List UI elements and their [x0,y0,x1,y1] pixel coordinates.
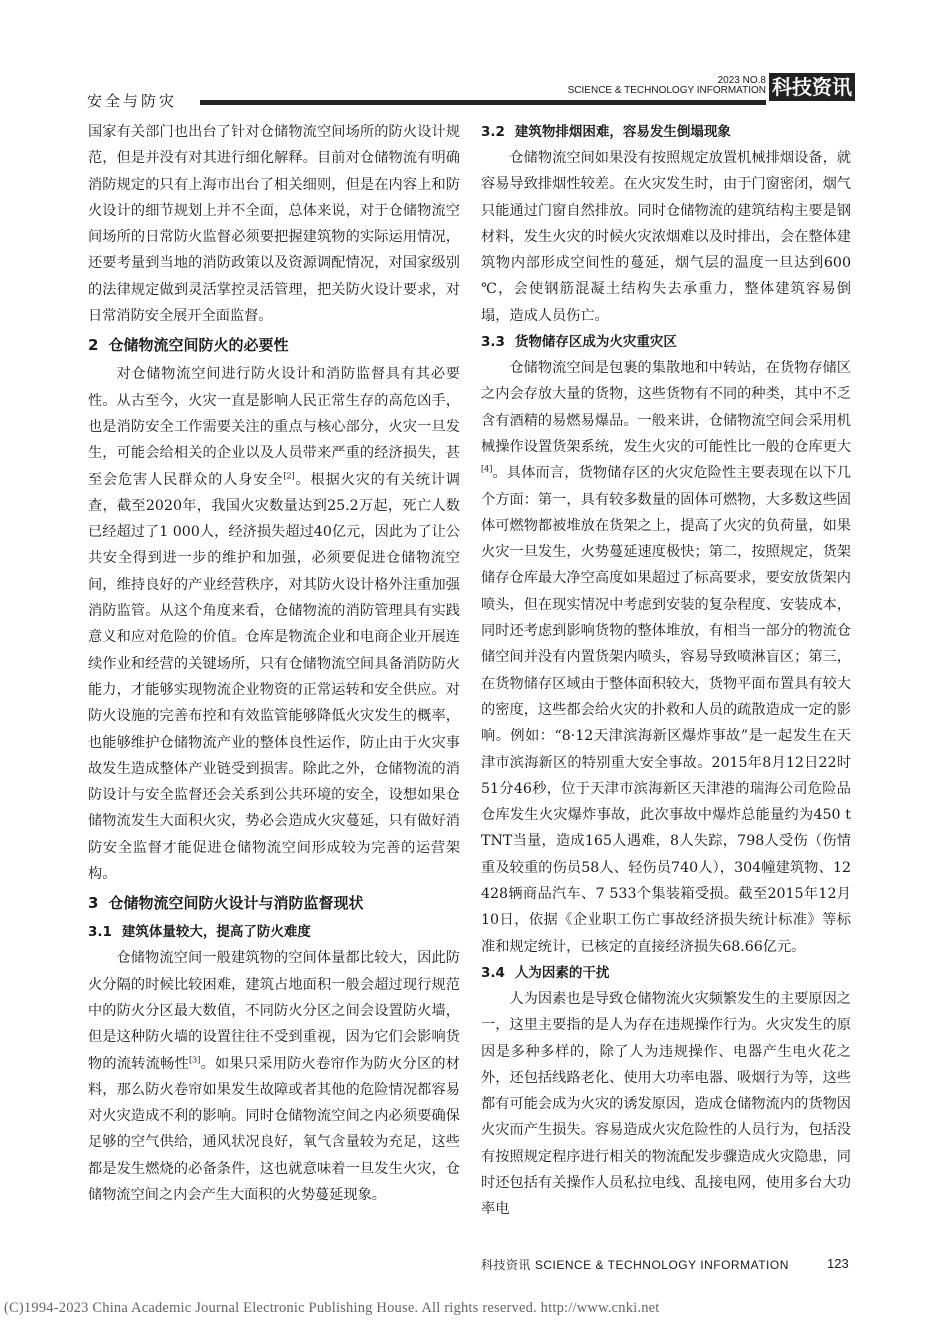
journal-brand-logo: 科技资讯 [769,73,855,101]
paragraph: 人为因素也是导致仓储物流火灾频繁发生的主要原因之一，这里主要指的是人为存在违规操作行为。火灾发生的原因是多种多样的，除了人为违规操作、电器产生电火花之外，还包括线路老化、使用大功率电器、吸烟行为等，这些都有可能会成为火灾的诱发原因，造成仓储物流内的货物因火灾而产生损失。容易造成火灾危险性的人员行为，包括没有按照规定程序进行相关的物流配发步骤造成火灾隐患，同时还包括有关操作人员私拉电线、乱接电网，使用多台大功率电 [481,990,851,1218]
subsection-heading-3-3: 3.3 货物储存区成为火灾重灾区 [481,334,677,351]
citation-ref: [2] [283,470,295,480]
subsection-heading-3-2: 3.2 建筑物排烟困难，容易发生倒塌现象 [481,124,731,140]
header-meta [568,76,766,96]
section-heading-2: 2 仓储物流空间防火的必要性 [88,336,289,355]
paragraph: 仓储物流空间是包裹的集散地和中转站，在货物存储区之内会存放大量的货物，这些货物有不同的种类，其中不乏含有酒精的易燃易爆品。一般来讲，仓储物流空间会采用机械操作设置货架系统，发生火灾的可能性比一般的仓库更大[4]。具体而言，货物储存区的火灾危险性主要表现在以下几个方面：第一，具有较多数量的固体可燃物，大多数这些固体可燃物都被堆放在货架之上，提高了火灾的负荷量，如果火灾一旦发生，火势蔓延速度极快；第二，按照规定，货架储存仓库最大净空高度如果超过了标高要求，要安放货架内喷头，但在现实情况中考虑到安装的复杂程度、安装成本，同时还考虑到影响货物的整体堆放，有相当一部分的物流仓储空间并没有内置货架内喷头，容易导致喷淋盲区；第三，在货物储存区域由于整体面积较大，货物平面布置具有较大的密度，这些都会给火灾的扑救和人员的疏散造成一定的影响。例如：“8·12天津滨海新区爆炸事故”是一起发生在天津市滨海新区的特别重大安全事故。2015年8月12日22时51分46秒，位于天津市滨海新区天津港的瑞海公司危险品仓库发生火灾爆炸事故，此次事故中爆炸总能量约为450 t TNT当量，造成165人遇难，8人失踪，798人受伤（伤情重及较重的伤员58人、轻伤员740人），304幢建筑物、12 428辆商品汽车、7 533个集装箱受损。截至2015年12月10日，依据《企业职工伤亡事故经济损失统计标准》等标准和规定统计，已核定的直接经济损失68.66亿元。 [481,360,851,955]
footer-journal: 科技资讯 SCIENCE & TECHNOLOGY INFORMATION [481,1258,789,1272]
paragraph: 国家有关部门也出台了针对仓储物流空间场所的防火设计规范，但是并没有对其进行细化解释。目前对仓储物流有明确消防规定的只有上海市出台了相关细则，但是在内容上和防火设计的细节规划上并不全面，总体来说，对于仓储物流空间场所的日常防火监督必须要把握建筑物的实际运用情况，还要考量到当地的消防政策以及资源调配情况，对国家级别的法律规定做到灵活掌控灵活管理，把关防火设计要求，对日常消防安全展开全面监督。 [88,124,460,325]
citation-ref: [4] [481,464,493,474]
paragraph: 仓储物流空间如果没有按照规定放置机械排烟设备，就容易导致排烟性较差。在火灾发生时，由于门窗密闭，烟气只能通过门窗自然排放。同时仓储物流的建筑结构主要是钢材料，发生火灾的时候火灾浓烟难以及时排出，会在整体建筑物内部形成空间性的蔓延，烟气层的温度一旦达到600 ℃，会使钢筋混凝土结构失去承重力，整体建筑容易倒塌，造成人员伤亡。 [481,150,851,324]
journal-english-title: SCIENCE & TECHNOLOGY INFORMATION [567,85,766,96]
copyright-line: (C)1994-2023 China Academic Journal Electronic Publishing House. All rights reserved. http://www.cnki.net [4,1300,660,1316]
header-rule [200,100,766,105]
subsection-heading-3-1: 3.1 建筑体量较大，提高了防火难度 [88,924,311,941]
paragraph: 仓储物流空间一般建筑物的空间体量都比较大，因此防火分隔的时候比较困难，建筑占地面积一般会超过现行规范中的防火分区最大数值，不同防火分区之间会设置防火墙，但是这种防火墙的设置往往不受到重视，因为它们会影响货物的流转流畅性[3]。如果只采用防火卷帘作为防火分区的材料，那么防火卷帘如果发生故障或者其他的危险情况都容易对火灾造成不利的影响。同时仓储物流空间之内必须要确保足够的空气供给，通风状况良好，氧气含量较为充足，这些都是发生燃烧的必备条件，这也就意味着一旦发生火灾，仓储物流空间之内会产生大面积的火势蔓延现象。 [88,950,460,1203]
running-header-section: 安全与防灾 [87,92,178,110]
issue-number: 2023 NO.8 [717,75,766,86]
section-heading-3: 3 仓储物流空间防火设计与消防监督现状 [88,894,364,913]
citation-ref: [3] [188,1054,201,1064]
subsection-heading-3-4: 3.4 人为因素的干扰 [481,964,610,981]
page-number: 123 [827,1256,849,1271]
paragraph: 对仓储物流空间进行防火设计和消防监督具有其必要性。从古至今，火灾一直是影响人民正常生存的高危凶手，也是消防安全工作需要关注的重点与核心部分，火灾一旦发生，可能会给相关的企业以及人员带来严重的经济损失，甚至会危害人民群众的人身安全[2]。根据火灾的有关统计调查，截至2020年，我国火灾数量达到25.2万起，死亡人数已经超过了1 000人，经济损失超过40亿元，因此为了让公共安全得到进一步的维护和加强，必须要促进仓储物流空间，维持良好的产业经营秩序，对其防火设计格外注重加强消防监管。从这个角度来看，仓储物流的消防管理具有实践意义和应对危险的价值。仓库是物流企业和电商企业开展连续作业和经营的关键场所，只有仓储物流空间具备消防防火能力，才能够实现物流企业物资的正常运转和安全供应。对防火设施的完善布控和有效监管能够降低火灾发生的概率，也能够维护仓储物流产业的整体良性运作，防止由于火灾事故发生造成整体产业链受到损害。除此之外，仓储物流的消防设计与安全监督还会关系到公共环境的安全，设想如果仓储物流发生大面积火灾，势必会造成火灾蔓延，只有做好消防安全监督才能促进仓储物流空间形成较为完善的运营架构。 [88,366,460,883]
left-column [88,119,460,1208]
right-column [481,119,851,1223]
